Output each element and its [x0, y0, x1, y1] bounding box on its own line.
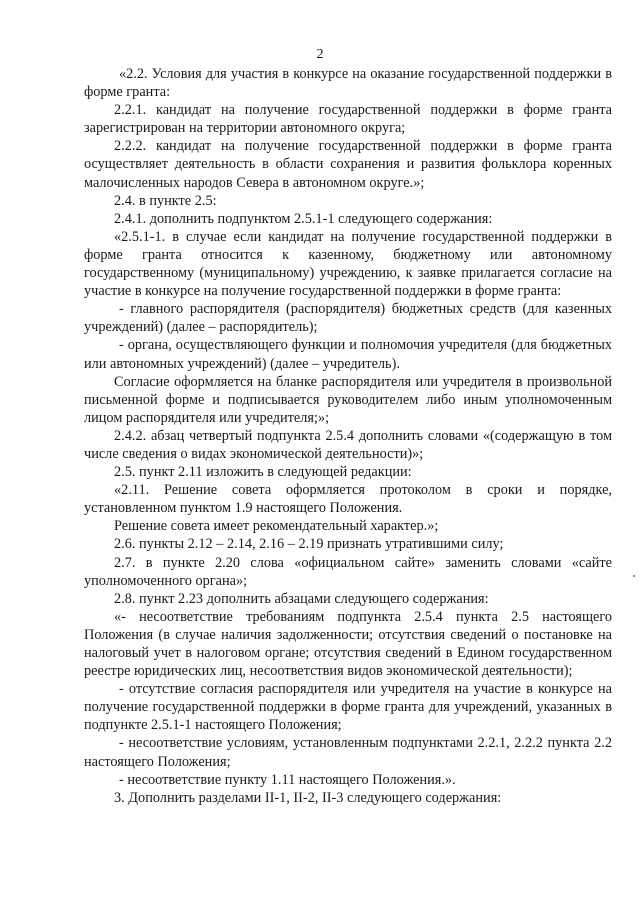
paragraph-2-7: 2.7. в пункте 2.20 слова «официальном сайте» заменить словами «сайте уполномоченного органа»; — [84, 554, 612, 589]
paragraph-2-4-2: 2.4.2. абзац четвертый подпункта 2.5.4 дополнить словами «(содержащую в том числе сведения о видах экономической деятельности)»; — [84, 427, 612, 462]
scan-artifact — [633, 575, 635, 577]
paragraph-2-4: 2.4. в пункте 2.5: — [114, 192, 217, 209]
paragraph-2-5-1-1: «2.5.1-1. в случае если кандидат на получение государственной поддержки в форме гранта относится к казенному, бюджетному или автономному государственному (муниципальному) учреждению, к заявке прилагается согласие на участие в конкурсе на получение государственной поддержки в форме гранта: — [84, 228, 612, 300]
paragraph-2-2-1: 2.2.1. кандидат на получение государственной поддержки в форме гранта зарегистрирован на территории автономного округа; — [84, 102, 612, 137]
list-item-non-compliance-conditions: - несоответствие условиям, установленным подпунктами 2.2.1, 2.2.2 пункта 2.2 настоящего Положения; — [84, 735, 612, 770]
list-item-no-consent: - отсутствие согласия распорядителя или учредителя на участие в конкурсе на получение государственной поддержки в форме гранта для учреждений, указанных в подпункте 2.5.1-1 настоящего Положения; — [84, 681, 612, 734]
paragraph-2-6: 2.6. пункты 2.12 – 2.14, 2.16 – 2.19 признать утратившими силу; — [114, 536, 504, 553]
document-body — [84, 65, 612, 807]
list-item-non-compliance-1-11: - несоответствие пункту 1.11 настоящего Положения.». — [119, 771, 456, 788]
paragraph-2-11: «2.11. Решение совета оформляется протоколом в сроки и порядке, установленном пунктом 1.9 настоящего Положения. — [84, 482, 612, 517]
list-item-founder: - органа, осуществляющего функции и полномочия учредителя (для бюджетных или автономных учреждений) (далее – учредитель). — [84, 337, 612, 372]
paragraph-2-4-1: 2.4.1. дополнить подпунктом 2.5.1-1 следующего содержания: — [114, 210, 493, 227]
paragraph-section-3: 3. Дополнить разделами II-1, II-2, II-3 следующего содержания: — [114, 789, 502, 806]
list-item-non-compliance-2-5-4: «- несоответствие требованиям подпункта 2.5.4 пункта 2.5 настоящего Положения (в случае наличия задолженности; отсутствия сведений о постановке на налоговый учет в налоговом органе; отсутствия сведений в Едином государственном реестре юридических лиц, несоответствия видов экономической деятельности); — [84, 608, 612, 680]
paragraph-council-decision: Решение совета имеет рекомендательный характер.»; — [114, 518, 439, 535]
paragraph-2-5: 2.5. пункт 2.11 изложить в следующей редакции: — [114, 464, 412, 481]
paragraph-2-8: 2.8. пункт 2.23 дополнить абзацами следующего содержания: — [114, 590, 489, 607]
list-item-distributor: - главного распорядителя (распорядителя) бюджетных средств (для казенных учреждений) (далее – распорядитель); — [84, 301, 612, 336]
paragraph-conditions-heading: «2.2. Условия для участия в конкурсе на оказание государственной поддержки в форме гранта: — [84, 66, 612, 101]
paragraph-consent: Согласие оформляется на бланке распорядителя или учредителя в произвольной письменной форме и подписывается руководителем либо иным уполномоченным лицом распорядителя или учредителя;»; — [84, 373, 612, 426]
page-number: 2 — [316, 47, 324, 62]
paragraph-2-2-2: 2.2.2. кандидат на получение государственной поддержки в форме гранта осуществляет деятельность в области сохранения и развития фольклора коренных малочисленных народов Севера в автономном округе.»; — [84, 138, 612, 191]
